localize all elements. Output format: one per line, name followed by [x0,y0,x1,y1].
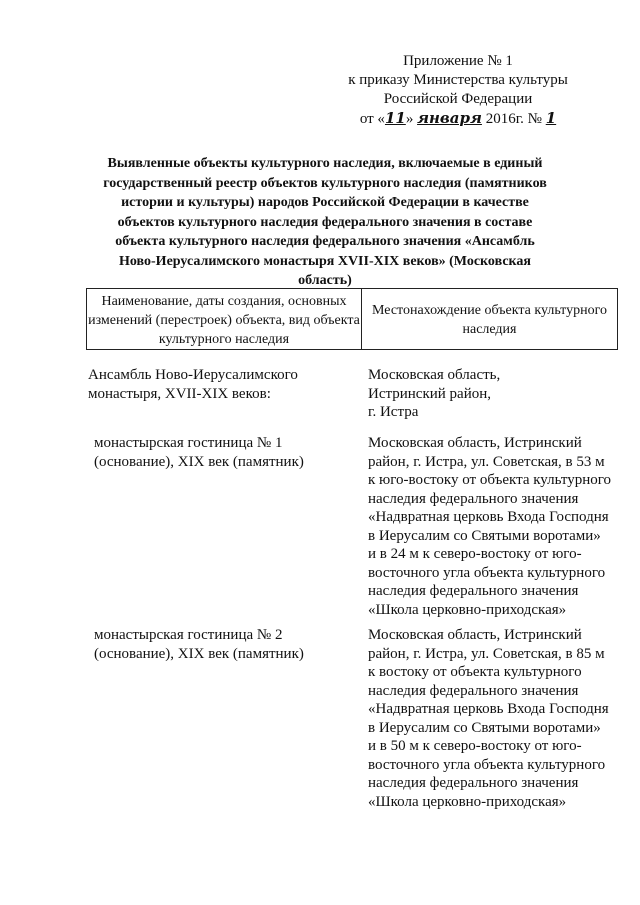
appendix-line-1: Приложение № 1 [403,53,513,69]
header-location-column: Местонахождение объекта культурного наследия [362,289,618,349]
date-mid: » [405,111,418,127]
row-2-location: Московская область, Истринский район, г. Истра, ул. Советская, в 53 м к юго-востоку от объекта культурного наследия федерального значения «Надвратная церковь Входа Господня в Иерусалим со Святыми воротами» и в 24 м к северо-востоку от юго- восточного угла объекта культурного наследия федерального значения «Школа церковно-приходская» [368,435,612,618]
row-1-location: Московская область, Истринский район, г. Истра [368,367,501,420]
date-year: 2016г. № [481,111,546,127]
handwritten-month: января [417,109,482,127]
row-2-name: монастырская гостиница № 1 (основание), XIX век (памятник) [94,435,304,470]
row-3-name: монастырская гостиница № 2 (основание), XIX век (памятник) [94,627,304,662]
handwritten-order-number: 1 [545,109,557,127]
row-1-name: Ансамбль Ново-Иерусалимского монастыря, XVII-XIX веков: [88,367,298,402]
header-name-column: Наименование, даты создания, основных изменений (перестроек) объекта, вид объекта культурного наследия [86,289,362,349]
document-title: Выявленные объекты культурного наследия, включаемые в единый государственный реестр объектов культурного наследия (памятников истории и культуры) народов Российской Федерации в качестве объектов культурного наследия федерального значения в составе объекта культурного наследия федерального значения «Ансамбль Ново-Иерусалимского монастыря XVII-XIX веков» (Московская область) [103,156,547,288]
table-header [86,288,618,350]
appendix-header [318,52,598,129]
row-3-location: Московская область, Истринский район, г. Истра, ул. Советская, в 85 м к востоку от объекта культурного наследия федерального значения «Надвратная церковь Входа Господня в Иерусалим со Святыми воротами» и в 50 м к северо-востоку от юго- восточного угла объекта культурного наследия федерального значения «Школа церковно-приходская» [368,627,609,810]
appendix-line-3: Российской Федерации [383,91,533,107]
appendix-line-2: к приказу Министерства культуры [348,72,568,88]
order-date-line [318,109,598,129]
date-prefix: от « [359,111,385,127]
handwritten-day: 11 [384,109,406,127]
